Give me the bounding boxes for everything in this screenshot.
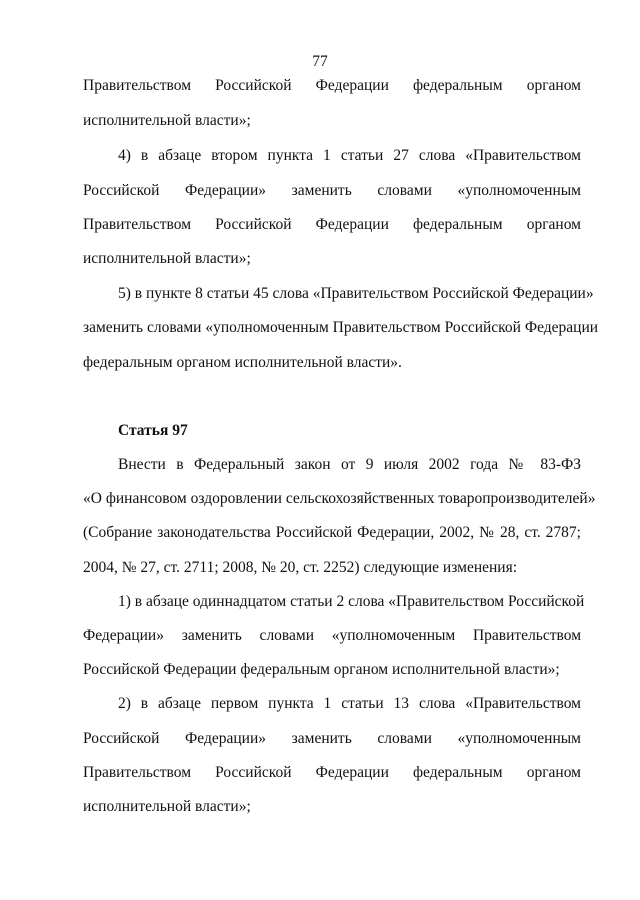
text-line: федеральным органом исполнительной власти». (83, 354, 402, 371)
text-line: 4) в абзаце втором пункта 1 статьи 27 слова «Правительством (118, 147, 581, 164)
text-line: Правительством Российской Федерации федеральным органом (83, 764, 581, 781)
article-heading: Статья 97 (118, 422, 188, 439)
text-line: исполнительной власти»; (83, 112, 251, 129)
text-line: Правительством Российской Федерации федеральным органом (83, 216, 581, 233)
page-number: 77 (312, 53, 328, 70)
text-line: Внести в Федеральный закон от 9 июля 2002 года № 83-ФЗ (118, 456, 581, 473)
text-line: Российской Федерации» заменить словами «уполномоченным (83, 182, 581, 199)
text-line: 2) в абзаце первом пункта 1 статьи 13 слова «Правительством (118, 695, 581, 712)
text-line: Российской Федерации федеральным органом исполнительной власти»; (83, 661, 560, 678)
text-line: исполнительной власти»; (83, 798, 251, 815)
text-line: заменить словами «уполномоченным Правительством Российской Федерации (83, 319, 599, 336)
text-line: Российской Федерации» заменить словами «уполномоченным (83, 730, 581, 747)
text-line: 1) в абзаце одиннадцатом статьи 2 слова «Правительством Российской (118, 593, 585, 610)
text-line: 2004, № 27, ст. 2711; 2008, № 20, ст. 2252) следующие изменения: (83, 559, 518, 576)
text-line: Правительством Российской Федерации федеральным органом (83, 77, 581, 94)
text-line: Федерации» заменить словами «уполномоченным Правительством (83, 627, 581, 644)
text-line: исполнительной власти»; (83, 250, 251, 267)
text-line: (Собрание законодательства Российской Федерации, 2002, № 28, ст. 2787; (83, 524, 581, 541)
text-line: 5) в пункте 8 статьи 45 слова «Правительством Российской Федерации» (118, 285, 594, 302)
text-line: «О финансовом оздоровлении сельскохозяйственных товаропроизводителей» (83, 490, 596, 507)
